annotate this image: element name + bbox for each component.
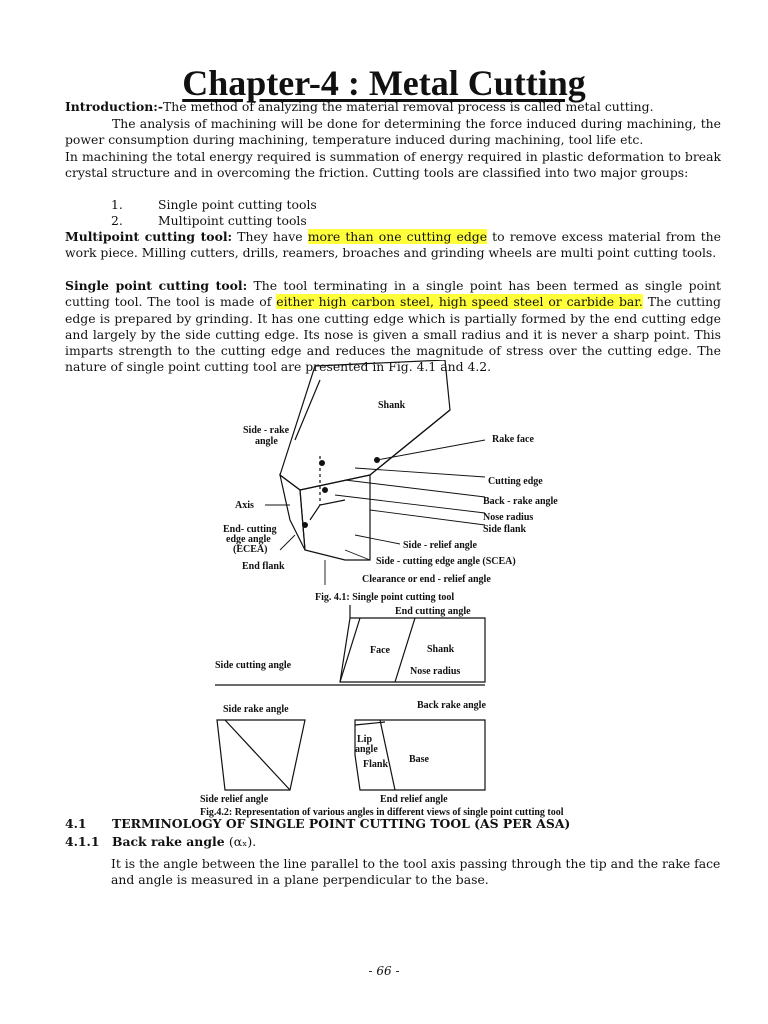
svg-text:Side cutting angle: Side cutting angle [215, 660, 292, 671]
back-rake-description: It is the angle between the line parallel to the tool axis passing through the tip and the rake face and angle is measured in a plane perpendicular to the base. [111, 856, 721, 888]
svg-text:Back rake angle: Back rake angle [417, 700, 486, 711]
svg-text:Side - cutting edge angle (SCE: Side - cutting edge angle (SCEA) [376, 556, 516, 567]
svg-text:Side rake angle: Side rake angle [223, 704, 289, 715]
singlepoint-paragraph: Single point cutting tool: The tool terminating in a single point has been termed as single point cutting tool. The tool is made of either high carbon steel, high speed steel or carbide bar. The cutting edge is prepared by grinding. It has one cutting edge which is partially formed by the end cutting edge and largely by the side cutting edge. Its nose is given a small radius and it is never a sharp point. This imparts strength to the cutting edge and reduces the magnitude of stress over the cutting edge. The nature of single point cutting tool are presented in Fig. 4.1 and 4.2. [65, 278, 722, 375]
svg-text:Nose radius: Nose radius [483, 512, 534, 523]
svg-text:End cutting angle: End cutting angle [395, 606, 471, 617]
multipoint-label: Multipoint cutting tool: [65, 229, 233, 244]
multipoint-paragraph: Multipoint cutting tool: They have more than one cutting edge to remove excess material from the work piece. Milling cutters, drills, reamers, broaches and grinding wheels are multi point cutting tools. [65, 229, 721, 261]
svg-text:(ECEA): (ECEA) [233, 544, 268, 555]
svg-text:Face: Face [370, 645, 390, 656]
svg-text:Side - relief angle: Side - relief angle [403, 540, 477, 551]
svg-text:Side relief angle: Side relief angle [200, 794, 269, 805]
svg-text:Side - rake: Side - rake [243, 425, 290, 436]
svg-text:Fig. 4.1: Single point cutting: Fig. 4.1: Single point cutting tool [315, 592, 455, 603]
page-title: Chapter-4 : Metal Cutting [182, 63, 586, 103]
svg-text:End flank: End flank [242, 561, 285, 572]
svg-text:End relief angle: End relief angle [380, 794, 448, 805]
intro-paragraph-2: The analysis of machining will be done for determining the force induced during machining, the power consumption during machining, temperature induced during machining, tool life etc. [65, 116, 721, 148]
label-shank: Shank [378, 400, 406, 411]
list-item: 1. Single point cutting tools [111, 197, 317, 212]
svg-text:Cutting edge: Cutting edge [488, 476, 543, 487]
highlight: more than one cutting edge [307, 229, 488, 244]
svg-text:Flank: Flank [363, 759, 389, 770]
svg-text:Fig.4.2: Representation of var: Fig.4.2: Representation of various angles in different views of single point cutting tool [200, 807, 564, 818]
intro-paragraph-3: In machining the total energy required is summation of energy required in plastic deformation to break crystal structure and in overcoming the friction. Cutting tools are classified into two major groups: [65, 149, 721, 181]
intro-text: The method of analyzing the material removal process is called metal cutting. [162, 99, 654, 114]
svg-text:Clearance or end - relief angl: Clearance or end - relief angle [362, 574, 491, 585]
list-item: 2. Multipoint cutting tools [111, 213, 307, 229]
tool-3d-outline [280, 360, 450, 560]
svg-text:Rake face: Rake face [492, 434, 534, 445]
svg-text:angle: angle [255, 436, 278, 447]
side-views-outline [217, 720, 485, 790]
svg-text:Shank: Shank [427, 644, 455, 655]
intro-paragraph [65, 99, 721, 115]
singlepoint-label: Single point cutting tool: [65, 278, 248, 293]
svg-text:Lip: Lip [357, 734, 373, 745]
svg-text:End- cutting: End- cutting [223, 524, 277, 535]
svg-text:Base: Base [409, 754, 429, 765]
intro-label: Introduction:- [65, 99, 163, 114]
section-heading: 4.1 TERMINOLOGY OF SINGLE POINT CUTTING TOOL (AS PER ASA) [65, 816, 571, 831]
svg-text:angle: angle [355, 744, 378, 755]
svg-text:Side flank: Side flank [483, 524, 527, 535]
svg-text:Back - rake angle: Back - rake angle [483, 496, 558, 507]
svg-text:Axis: Axis [235, 500, 254, 511]
highlight: either high carbon steel, high speed steel or carbide bar. [276, 294, 643, 310]
page-number: - 66 - [368, 964, 400, 978]
svg-text:edge angle: edge angle [226, 534, 271, 545]
leader-dots [302, 457, 380, 528]
svg-text:Nose radius: Nose radius [410, 666, 461, 677]
subsection-heading: 4.1.1 Back rake angle (αₓ). [65, 834, 257, 849]
tool-diagram [195, 360, 635, 820]
tool-list [111, 197, 317, 230]
